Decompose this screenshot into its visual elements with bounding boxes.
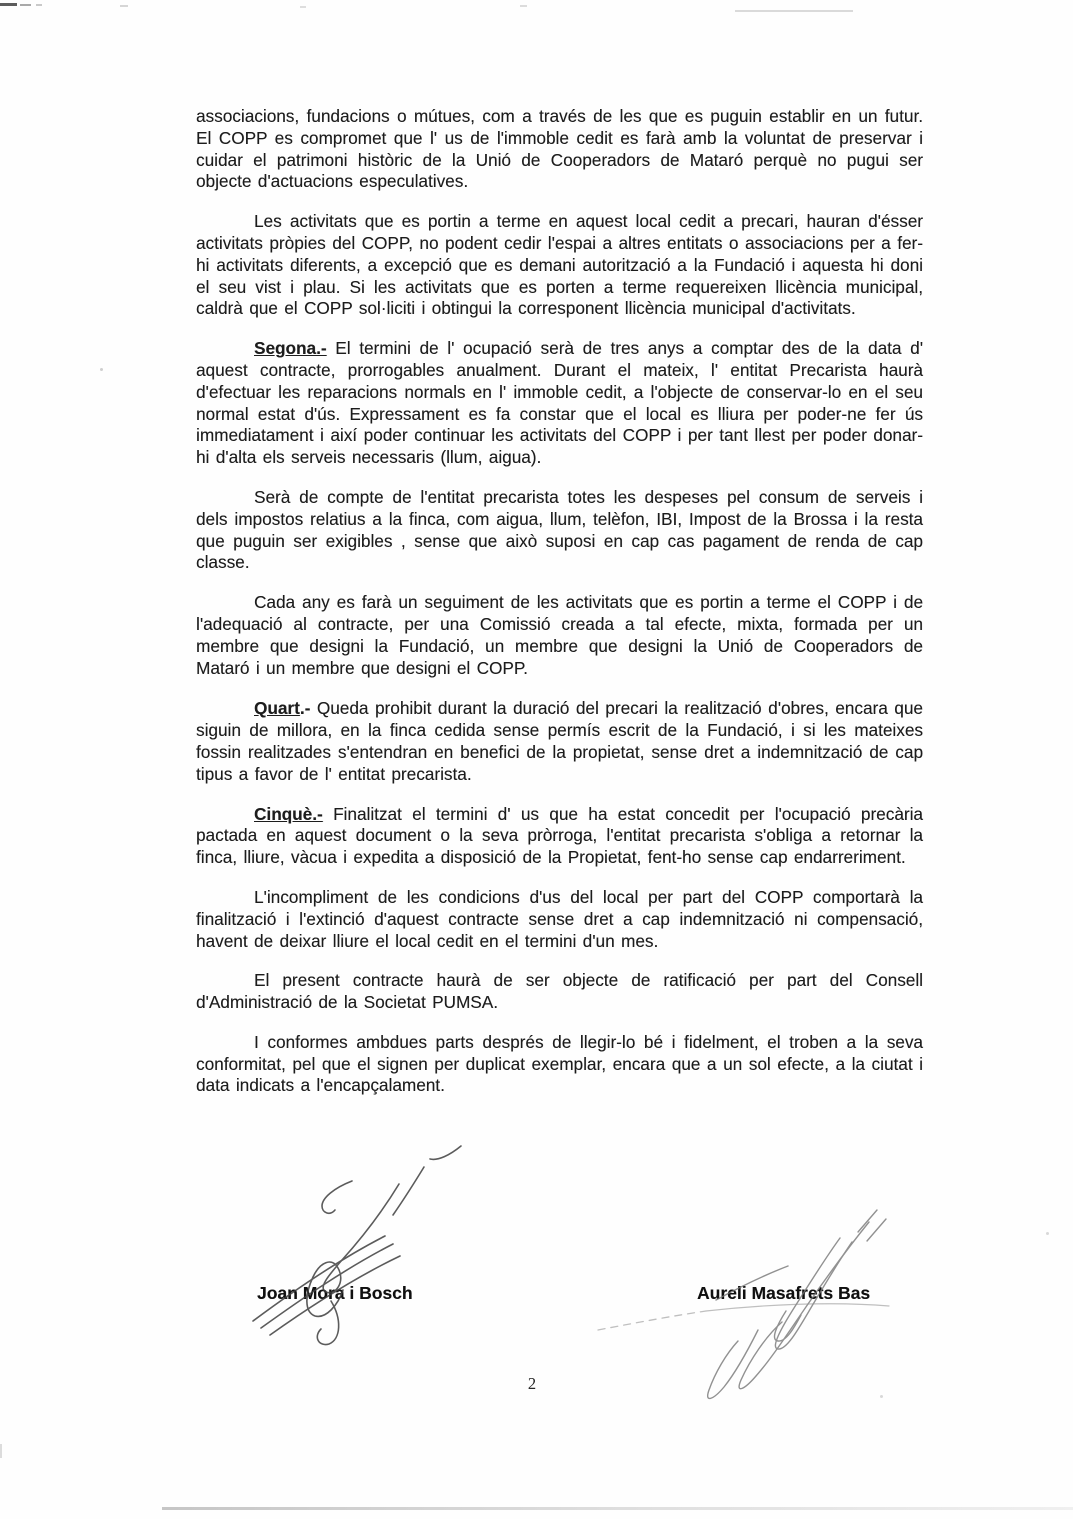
scan-artifact-top-right-line [735,10,853,12]
scan-artifact-top-left [0,3,17,6]
contract-paragraph [196,211,923,320]
paragraph-text: Les activitats que es portin a terme en aquest local cedit a precari, hauran d'ésser activitats pròpies del COPP, no podent cedir l'espai a altres entitats o associacions per a fer-hi activitats diferents, a excepció que es demani autorització a la Fundació i aquesta hi doni el seu vist i plau. Si les activitats que es porten a terme requereixen llicència municipal, caldrà que el COPP sol·liciti i obtingui la corresponent llicència municipal d'activitats. [196,211,923,319]
contract-paragraph [196,698,923,785]
paragraph-text: Serà de compte de l'entitat precarista totes les despeses pel consum de serveis i dels impostos relatius a la finca, com aigua, llum, telèfon, IBI, Impost de la Brossa i la resta que puguin ser exigibles , sense que això suposi en cap cas pagament de renda de cap classe. [196,486,923,573]
scan-dust-speck [1046,1232,1049,1235]
contract-paragraph [196,887,923,952]
signatory-name-joan-mora: Joan Mora i Bosch [257,1283,413,1303]
scan-artifact [20,4,31,6]
scan-artifact [120,5,128,7]
scan-dust-speck [100,368,103,371]
paragraph-text: Queda prohibit durant la duració del precari la realització d'obres, encara que siguin de millora, en la finca cedida sense permís escrit de la Fundació, i si les mateixes fossin realitzades s'entendran en benefici de la propietat, sense dret a indemnització de cap tipus a favor de l' entitat precarista. [196,698,923,784]
aureli-masafrets-signature-stroke [598,1210,889,1398]
scan-artifact [300,6,306,8]
paragraph-text: I conformes ambdues parts després de llegir-lo bé i fidelment, el troben a la seva conformitat, pel que el signen per duplicat exemplar, encara que a un sol efecte, a la ciutat i data indicats a l'encapçalament. [196,1031,923,1096]
contract-paragraph [196,804,923,869]
contract-paragraph [196,487,923,574]
contract-paragraph [196,106,923,193]
signatory-name-aureli-masafrets: Aureli Masafrets Bas [697,1283,871,1303]
scan-artifact [520,5,527,7]
paragraph-text: associacions, fundacions o mútues, com a través de les que es puguin establir en un futur. El COPP es compromet que l' us de l'immoble cedit es farà amb la voluntat de preservar i cuidar el patrimoni històric de la Unió de Cooperadors de Mataró perquè no pugui ser objecte d'actuacions especulatives. [196,106,923,192]
clause-lead: Quart [254,698,300,719]
contract-paragraph [196,592,923,679]
contract-text-block [196,106,923,1115]
contract-paragraph [196,1032,923,1097]
paragraph-text: El present contracte haurà de ser objecte de ratificació per part del Consell d'Administració de la Societat PUMSA. [196,970,923,1013]
clause-lead: Segona.- [254,338,327,359]
paragraph-text: Cada any es farà un seguiment de les activitats que es portin a terme el COPP i de l'adequació al contracte, per una Comissió creada a tal efecte, mixta, formada per un membre que designi la Fundació, un membre que designi la Unió de Cooperadors de Mataró i un membre que designi el COPP. [196,592,923,678]
contract-paragraph [196,338,923,469]
joan-mora-signature-stroke [253,1146,461,1345]
scan-artifact [36,4,42,6]
contract-paragraph [196,970,923,1014]
paragraph-text: El termini de l' ocupació serà de tres anys a comptar des de la data d' aquest contracte, prorrogables anualment. Durant el mateix, l' entitat Precarista haurà d'efectuar les reparacions normals en l' immoble cedit, a l'objecte de conservar-lo en el seu normal estat d'ús. Expressament es fa constar que el local es lliura per poder-ne fer ús immediatament i així poder continuar les activitats del COPP i per tant llest per poder donar-hi d'alta els serveis necessaris (llum, aigua). [196,338,923,468]
scan-dust-speck [880,1395,883,1398]
clause-lead-suffix: .- [299,698,311,719]
paragraph-text: Finalitzat el termini d' us que ha estat concedit per l'ocupació precària pactada en aquest document o la seva pròrroga, l'entitat precarista s'obliga a retornar la finca, lliure, vàcua i expedita a disposició de la Propietat, fent-ho sense cap endarreriment. [196,803,923,868]
scan-artifact [0,1444,2,1458]
page-number: 2 [527,1374,537,1393]
scan-artifact-bottom-line [162,1507,1073,1510]
paragraph-text: L'incompliment de les condicions d'us del local per part del COPP comportarà la finalització i l'extinció d'aquest contracte sense dret a cap indemnització ni compensació, havent de deixar lliure el local cedit en el termini d'un mes. [196,886,923,951]
clause-lead: Cinquè.- [254,803,323,824]
